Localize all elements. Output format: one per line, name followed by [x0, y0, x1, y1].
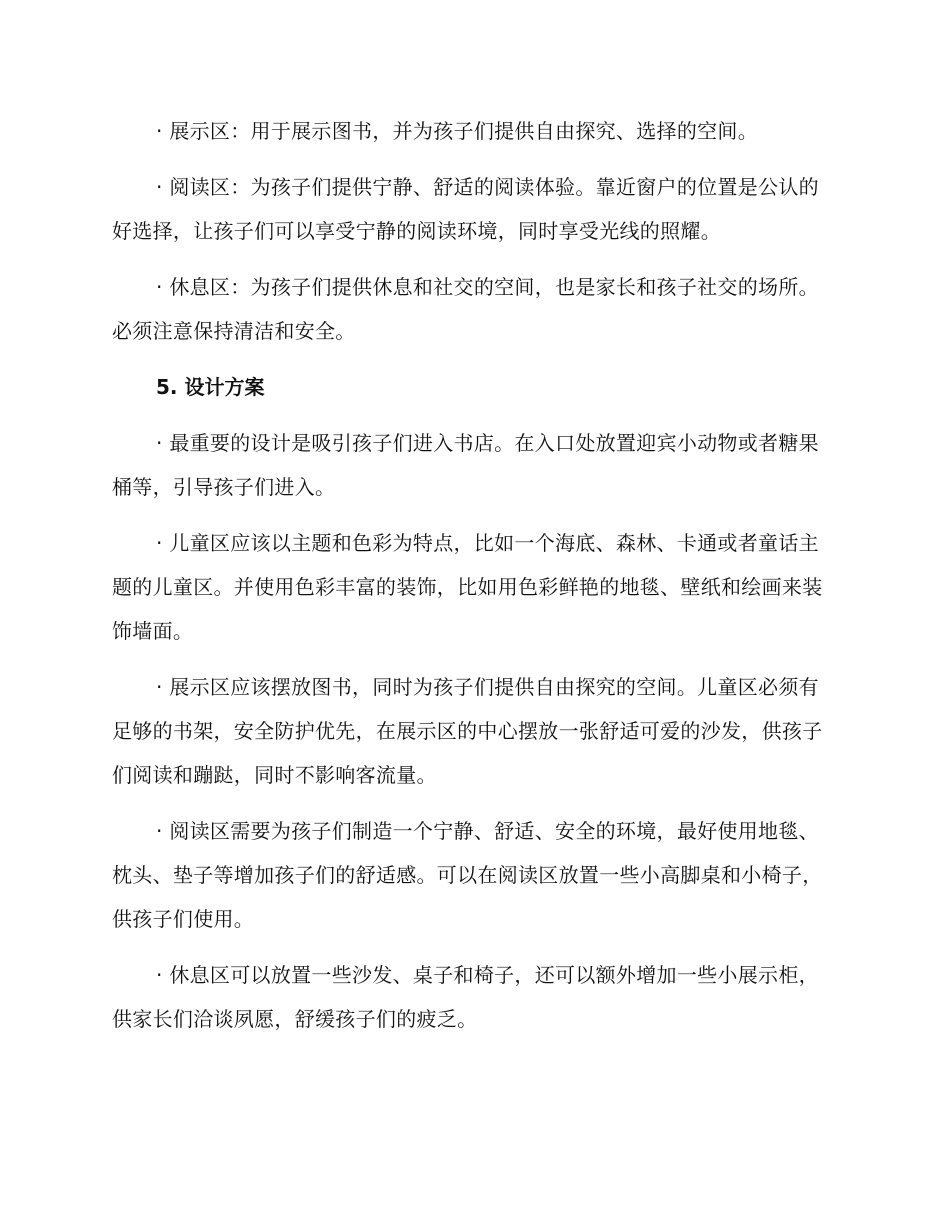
paragraph-children-area-design: · 儿童区应该以主题和色彩为特点，比如一个海底、森林、卡通或者童话主题的儿童区。并使用色彩丰富的装饰，比如用色彩鲜艳的地毯、壁纸和绘画来装饰墙面。: [112, 531, 823, 643]
section-heading-design-plan: 5. 设计方案: [156, 375, 265, 399]
paragraph-display-area: · 展示区：用于展示图书，并为孩子们提供自由探究、选择的空间。: [156, 119, 759, 143]
paragraph-rest-area-design: · 休息区可以放置一些沙发、桌子和椅子，还可以额外增加一些小展示柜，供家长们洽谈夙愿，舒缓孩子们的疲乏。: [112, 963, 819, 1031]
paragraph-reading-area: · 阅读区：为孩子们提供宁静、舒适的阅读体验。靠近窗户的位置是公认的好选择，让孩子们可以享受宁静的阅读环境，同时享受光线的照耀。: [112, 175, 819, 243]
document-body: [112, 109, 832, 1041]
paragraph-display-area-design: · 展示区应该摆放图书，同时为孩子们提供自由探究的空间。儿童区必须有足够的书架，安全防护优先，在展示区的中心摆放一张舒适可爱的沙发，供孩子们阅读和蹦跶，同时不影响客流量。: [112, 675, 823, 787]
paragraph-rest-area: · 休息区：为孩子们提供休息和社交的空间，也是家长和孩子社交的场所。必须注意保持清洁和安全。: [112, 275, 819, 343]
paragraph-entrance-design: · 最重要的设计是吸引孩子们进入书店。在入口处放置迎宾小动物或者糖果桶等，引导孩子们进入。: [112, 431, 819, 499]
paragraph-reading-area-design: · 阅读区需要为孩子们制造一个宁静、舒适、安全的环境，最好使用地毯、枕头、垫子等增加孩子们的舒适感。可以在阅读区放置一些小高脚桌和小椅子，供孩子们使用。: [112, 819, 823, 931]
